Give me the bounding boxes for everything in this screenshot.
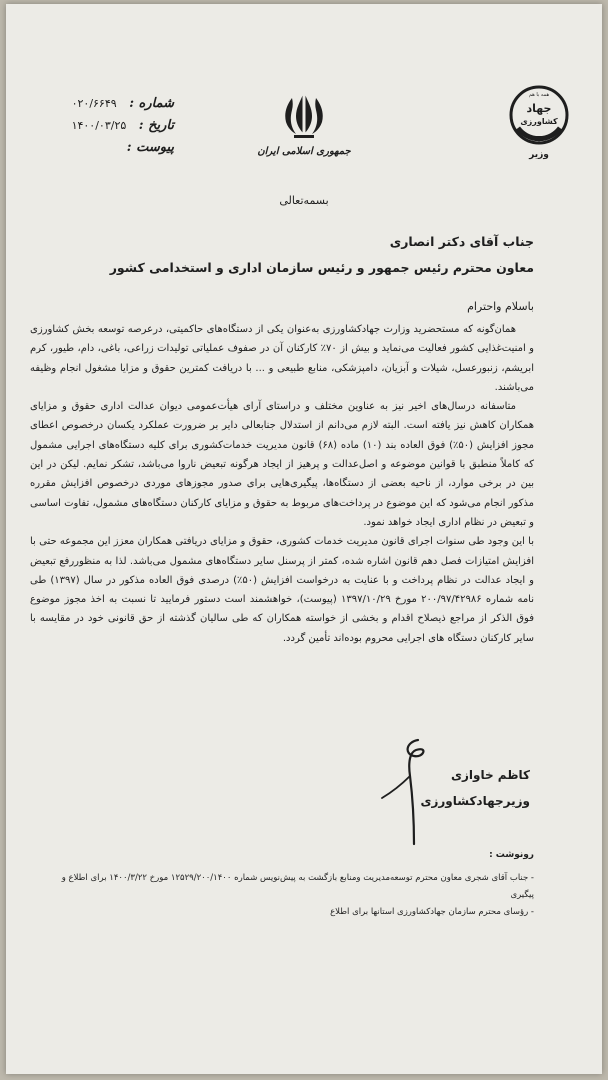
- date-label: تاریخ :: [138, 118, 174, 133]
- cc-item: - جناب آقای شجری معاون محترم توسعه‌مدیریت ومنابع بازگشت به پیش‌نویس شماره ۱۲۵۲۹/۲۰۰/۱۴۰۰ مورخ ۱۴۰۰/۳/۲۲ برای اطلاع و پیگیری: [61, 873, 534, 900]
- number-row: [24, 96, 174, 118]
- iran-emblem: [254, 88, 354, 157]
- addressee-title: معاون محترم رئیس جمهور و رئیس سازمان اداری و استخدامی کشور: [109, 260, 534, 275]
- letter-meta: [24, 96, 174, 162]
- logo-line1: جهاد: [526, 102, 552, 115]
- emblem-caption: جمهوری اسلامی ایران: [257, 146, 351, 157]
- letter-body: [30, 320, 534, 648]
- date-row: [24, 118, 174, 140]
- signature-icon: [370, 732, 460, 852]
- attachment-label: پیوست :: [126, 140, 174, 155]
- number-value: ۰۲۰/۶۶۴۹: [71, 97, 117, 110]
- logo-bottom-text: وزیر: [529, 150, 549, 160]
- number-label: شماره :: [129, 96, 174, 111]
- jahad-keshavarzi-logo-icon: [508, 84, 570, 146]
- logo-top-text: همه با هم: [528, 92, 550, 98]
- signatory-name: کاظم خاوازی: [450, 768, 530, 782]
- signatory-title: وزیرجهادکشاورزی: [420, 794, 530, 808]
- addressee-block: [26, 234, 534, 275]
- signature-block: [340, 732, 530, 852]
- paragraph: متاسفانه درسال‌های اخیر نیز به عناوین مختلف و دراستای آرای هیأت‌عمومی دیوان عدالت اداری حقوق و مزایای همکاران کاهش نیز یافته است. البته لازم می‌دانم از استدلال جنابعالی دایر بر ضرورت عملکرد یکسان درخصوص اعطای مجوز افزایش (۵۰٪) فوق العاده بند (۱۰) ماده (۶۸) قانون مدیریت خدمات‌کشوری برای کلیه دستگاه‌های اجرایی مشمول که کاملاً منطبق با قوانین موضوعه و اصل‌عدالت و پرهیز از ایجاد هرگونه تبعیض ناروا می‌باشد، تشکر نمایم. لیکن در این بین در برخی موارد، از ناحیه بعضی از دستگاه‌ها، پیگیری‌هایی برای صدور مجوزهای موردی درخصوص افزایش مقرره مذکور انجام می‌شود که این موضوع در پرداخت‌های مربوط به حقوق و مزایای کارکنان دستگاه‌های مشمول، تفاوت اساسی و تبعیض در نظام اداری ایجاد خواهد نمود.: [30, 401, 534, 528]
- paragraph: همان‌گونه که مستحضرید وزارت جهادکشاورزی به‌عنوان یکی از دستگاه‌های حاکمیتی، درعرصه توسعه بخش کشاورزی و امنیت‌غذایی کشور فعالیت می‌نماید و بیش از ۷۰٪ کارکنان آن در صفوف عملیاتی تولیدات زراعی، باغی، دام، طیور، کرم ابریشم، زنبورعسل، شیلات و آبزیان، دامپزشکی، منابع طبیعی و ... با دریافت کمترین حقوق و مزایا مشغول انجام وظیفه می‌باشند.: [30, 324, 534, 393]
- letter-page: [6, 4, 602, 1074]
- ministry-logo: [504, 84, 574, 160]
- iran-emblem-icon: [278, 88, 330, 140]
- salutation: باسلام واحترام: [467, 300, 534, 313]
- date-value: ۱۴۰۰/۰۳/۲۵: [71, 119, 127, 132]
- bismillah: بسمه‌تعالی: [279, 194, 329, 207]
- cc-item: - رؤسای محترم سازمان جهادکشاورزی استانها برای اطلاع: [330, 907, 534, 917]
- addressee-name: جناب آقای دکتر انصاری: [389, 234, 534, 249]
- cc-title: رونوشت :: [489, 850, 534, 860]
- attachment-row: [24, 140, 174, 162]
- cc-block: [36, 850, 534, 921]
- logo-line2: کشاورزی: [520, 117, 558, 126]
- paragraph: با این وجود طی سنوات اجرای قانون مدیریت خدمات کشوری، حقوق و مزایای دریافتی همکاران معزز این مجموعه حتی با افزایش امتیازات فصل دهم قانون اشاره شده، کمتر از پرسنل سایر دستگاه‌های مشمول می‌باشد. لذا به منظوررفع تبعیض و ایجاد عدالت در نظام پرداخت و با عنایت به درخواست افزایش (۵۰٪) درصدی فوق العاده مذکور در سال (۱۳۹۷) طی نامه شماره ۲۰۰/۹۷/۴۲۹۸۶ مورخ ۱۳۹۷/۱۰/۲۹ (پیوست)، خواهشمند است دستور فرمایید تا نسبت به اخذ مجوز موضوع فوق الذکر از مراجع ذیصلاح اقدام و بخشی از خواسته همکاران که طی سالیان گذشته از حق قانونی خود در مقایسه با سایر کارکنان دستگاه های اجرایی محروم بوده‌اند تأمین گردد.: [30, 536, 535, 644]
